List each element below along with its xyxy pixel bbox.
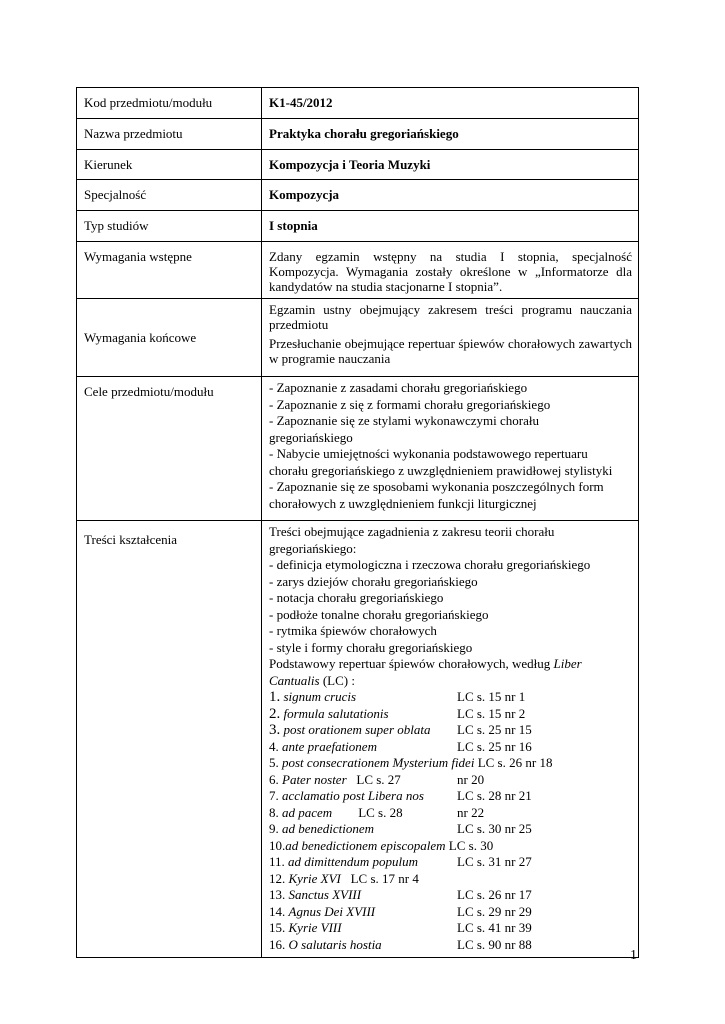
tresci-bullet: - podłoże tonalne chorału gregoriańskiego bbox=[269, 606, 489, 622]
repertoire-item bbox=[269, 838, 632, 855]
item-ref: LC s. 25 nr 15 bbox=[457, 722, 532, 737]
row-specjalnosc bbox=[77, 180, 639, 211]
item-ref: LC s. 15 nr 2 bbox=[457, 705, 526, 721]
item-ref: LC s. 30 nr 25 bbox=[457, 821, 532, 836]
item-ref: LC s. 17 nr 4 bbox=[350, 870, 419, 886]
item-title: Kyrie XVI bbox=[288, 870, 341, 886]
repertoire-item bbox=[269, 722, 632, 739]
repertoire-item bbox=[269, 706, 632, 723]
tresci-bullet: - notacja chorału gregoriańskiego bbox=[269, 590, 444, 605]
item-number: 9. bbox=[269, 821, 279, 836]
cele-line: - Zapoznanie z się z formami chorału gregoriańskiego bbox=[269, 396, 551, 412]
item-number: 14. bbox=[269, 903, 286, 919]
repertoire-item bbox=[269, 689, 632, 706]
item-number: 13. bbox=[269, 887, 286, 902]
item-ref: LC s. 31 nr 27 bbox=[457, 854, 532, 869]
value-specjalnosc: Kompozycja bbox=[262, 180, 639, 211]
koncowe-p2: Przesłuchanie obejmujące repertuar śpiewów chorałowych zawartych w programie nauczania bbox=[269, 336, 632, 366]
item-title: signum crucis bbox=[283, 689, 357, 704]
cele-line: - Zapoznanie z zasadami chorału gregoriańskiego bbox=[269, 380, 528, 395]
repertoire-item bbox=[269, 788, 632, 805]
item-ref: LC s. 41 nr 39 bbox=[457, 920, 532, 935]
item-ref: LC s. 26 nr 18 bbox=[477, 755, 553, 770]
koncowe-p1: Egzamin ustny obejmujący zakresem treści programu nauczania przedmiotu bbox=[269, 302, 632, 332]
item-title: Sanctus XVIII bbox=[288, 887, 362, 902]
item-title: Kyrie VIII bbox=[288, 920, 342, 935]
cele-line: - Nabycie umiejętności wykonania podstawowego repertuaru bbox=[269, 446, 588, 461]
item-title: ad benedictionem bbox=[282, 821, 375, 836]
label-nazwa: Nazwa przedmiotu bbox=[77, 119, 262, 150]
item-title: O salutaris hostia bbox=[288, 936, 382, 952]
tresci-intro: gregoriańskiego: bbox=[269, 540, 357, 556]
value-tresci bbox=[262, 521, 639, 958]
item-ref: LC s. 28 nr 21 bbox=[457, 788, 532, 803]
item-ref-nr: nr 22 bbox=[457, 804, 485, 820]
repertoire-item bbox=[269, 854, 632, 871]
item-number: 3. bbox=[269, 722, 281, 738]
tresci-bullet: - rytmika śpiewów chorałowych bbox=[269, 623, 437, 638]
item-title: ad dimittendum populum bbox=[288, 854, 419, 869]
row-wstepne bbox=[77, 242, 639, 299]
repertoire-item bbox=[269, 772, 632, 789]
repertoire-item bbox=[269, 937, 632, 954]
item-ref: LC s. 90 nr 88 bbox=[457, 936, 532, 952]
cele-line: - Zapoznanie się ze sposobami wykonania poszczególnych form bbox=[269, 479, 604, 494]
item-number: 4. bbox=[269, 738, 279, 754]
value-wstepne: Zdany egzamin wstępny na studia I stopnia, specjalność Kompozycja. Wymagania zostały określone w „Informatorze dla kandydatów na studia stacjonarne I stopnia”. bbox=[262, 242, 639, 299]
item-number: 8. bbox=[269, 804, 279, 820]
row-kierunek bbox=[77, 150, 639, 180]
cele-line: chorału gregoriańskiego z uwzględnieniem prawidłowej stylistyki bbox=[269, 462, 613, 478]
label-koncowe: Wymagania końcowe bbox=[77, 299, 262, 377]
item-title: post consecrationem Mysterium fidei bbox=[282, 755, 475, 770]
label-cele: Cele przedmiotu/modułu bbox=[77, 377, 262, 521]
value-nazwa: Praktyka chorału gregoriańskiego bbox=[262, 119, 639, 150]
repertoire-item bbox=[269, 739, 632, 756]
course-table bbox=[76, 87, 639, 958]
row-nazwa bbox=[77, 119, 639, 150]
item-title: ad pacem bbox=[282, 804, 333, 820]
value-typ: I stopnia bbox=[262, 211, 639, 242]
item-ref: LC s. 15 nr 1 bbox=[457, 689, 526, 704]
cele-line: chorałowych z uwzględnieniem funkcji liturgicznej bbox=[269, 495, 537, 511]
repertoire-intro-cont bbox=[269, 673, 632, 690]
label-specjalnosc: Specjalność bbox=[77, 180, 262, 211]
course-sheet bbox=[76, 87, 639, 958]
item-number: 6. bbox=[269, 771, 279, 787]
repertoire-item bbox=[269, 805, 632, 822]
tresci-bullet: - style i formy chorału gregoriańskiego bbox=[269, 639, 473, 655]
item-ref: LC s. 29 nr 29 bbox=[457, 903, 532, 919]
repertoire-intro-text: Podstawowy repertuar śpiewów chorałowych, według bbox=[269, 656, 551, 671]
item-number: 12. bbox=[269, 870, 286, 886]
repertoire-item bbox=[269, 821, 632, 838]
value-koncowe bbox=[262, 299, 639, 377]
item-title: formula salutationis bbox=[283, 705, 389, 721]
item-title: ad benedictionem episcopalem bbox=[285, 837, 446, 853]
repertoire-intro bbox=[269, 656, 632, 673]
item-ref-page: LC s. 27 bbox=[356, 771, 401, 787]
item-ref-page: LC s. 28 bbox=[358, 804, 403, 820]
value-kod: K1-45/2012 bbox=[262, 88, 639, 119]
item-ref: LC s. 30 bbox=[448, 837, 494, 853]
item-number: 5. bbox=[269, 755, 279, 770]
item-title: acclamatio post Libera nos bbox=[282, 788, 424, 803]
item-title: ante praefationem bbox=[282, 738, 377, 754]
item-number: 10. bbox=[269, 837, 286, 853]
repertoire-item bbox=[269, 755, 632, 772]
tresci-bullet: - zarys dziejów chorału gregoriańskiego bbox=[269, 573, 478, 589]
row-typ bbox=[77, 211, 639, 242]
item-number: 11. bbox=[269, 854, 285, 869]
row-kod bbox=[77, 88, 639, 119]
item-ref: LC s. 26 nr 17 bbox=[457, 887, 532, 902]
item-number: 16. bbox=[269, 936, 286, 952]
item-number: 1. bbox=[269, 689, 281, 705]
cele-line: - Zapoznanie się ze stylami wykonawczymi chorału bbox=[269, 413, 540, 428]
label-kierunek: Kierunek bbox=[77, 150, 262, 180]
repertoire-source-a: Liber bbox=[553, 656, 582, 671]
row-tresci bbox=[77, 521, 639, 958]
cele-line: gregoriańskiego bbox=[269, 429, 353, 445]
row-cele bbox=[77, 377, 639, 521]
item-number: 15. bbox=[269, 920, 286, 935]
repertoire-item bbox=[269, 887, 632, 904]
label-typ: Typ studiów bbox=[77, 211, 262, 242]
tresci-bullet: - definicja etymologiczna i rzeczowa chorału gregoriańskiego bbox=[269, 557, 591, 572]
value-cele bbox=[262, 377, 639, 521]
item-title: Agnus Dei XVIII bbox=[288, 903, 376, 919]
repertoire-item bbox=[269, 904, 632, 921]
repertoire-source-b: Cantualis bbox=[269, 672, 320, 688]
item-ref: LC s. 25 nr 16 bbox=[457, 738, 532, 754]
repertoire-item bbox=[269, 871, 632, 888]
item-number: 2. bbox=[269, 705, 281, 722]
label-wstepne: Wymagania wstępne bbox=[77, 242, 262, 299]
item-number: 7. bbox=[269, 788, 279, 803]
item-title: post orationem super oblata bbox=[283, 722, 431, 737]
page-number: 1 bbox=[630, 948, 637, 963]
repertoire-item bbox=[269, 920, 632, 937]
item-ref-nr: nr 20 bbox=[457, 771, 485, 787]
value-kierunek: Kompozycja i Teoria Muzyki bbox=[262, 150, 639, 180]
tresci-intro: Treści obejmujące zagadnienia z zakresu teorii chorału bbox=[269, 524, 555, 539]
label-tresci: Treści kształcenia bbox=[77, 521, 262, 958]
item-title: Pater noster bbox=[282, 771, 347, 787]
repertoire-abbrev: (LC) : bbox=[319, 672, 355, 688]
row-koncowe bbox=[77, 299, 639, 377]
label-kod: Kod przedmiotu/modułu bbox=[77, 88, 262, 119]
